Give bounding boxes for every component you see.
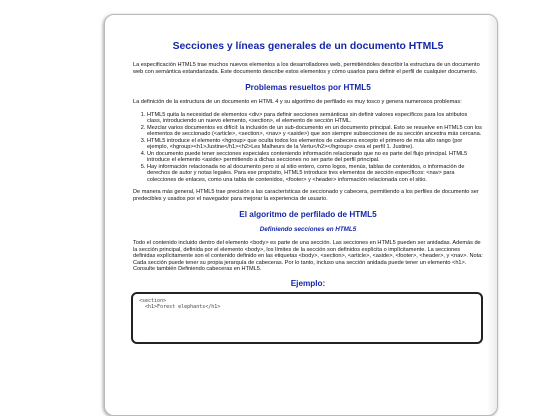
example-heading: Ejemplo: <box>290 278 326 288</box>
document-content <box>105 15 497 344</box>
page-title: Secciones y líneas generales de un documento HTML5 <box>172 41 444 52</box>
problems-list <box>133 112 483 184</box>
problem-item: 3. HTML5 introduce el elemento <hgroup> que oculta todos los elementos de cabecera excepto el primero de más alto rango (por ejemplo, <hgroup><h1>Justine</h1><h2>Les Malheurs de la Vertu</h2></hgroup> crea el perfil 1. Justine). <box>147 138 483 151</box>
problems-heading: Problemas resueltos por HTML5 <box>245 83 371 92</box>
algorithm-heading: El algoritmo de perfilado de HTML5 <box>239 210 377 219</box>
problem-item: 2. Mezclar varios documentos es difícil: la inclusión de un sub-documento en un documento principal. Esto se resuelve en HTML5 con los elementos de seccionado (<article>, <section>, <nav> y <aside>) que son siempre subsecciones de su sección ancestra más cercana. <box>147 125 483 138</box>
problem-item: 4. Un documento puede tener secciones especiales conteniendo información relacionado que no es parte del flujo principal. HTML5 introduce el elemento <aside> permitiendo a dichas secciones no ser parte del perfil principal. <box>147 151 483 164</box>
problem-item: 1. HTML5 quita la necesidad de elementos <div> para definir secciones semánticas sin definir valores específicos para los atributos class, introduciendo un nuevo elemento, <section>, el elemento de sección HTML. <box>147 112 483 125</box>
code-example-box <box>131 292 483 344</box>
code-snippet: <section> <h1>Forest elephants</h1> <box>139 297 221 310</box>
algorithm-paragraph: Todo el contenido incluido dentro del elemento <body> es parte de una sección. Las secciones en HTML5 pueden ser anidadas. Además de la sección principal, definida por el elemento <body>, los límites de la sección son definidos explícita o implícitamente. La secciones definidas explícitamente son el contenido definido en las etiquetas <body>, <section>, <article>, <aside>, <footer>, <header>, y <nav>. Nota: Cada sección puede tener su propia jerarquía de cabeceras. Por lo tanto, incluso una sección anidada puede tener un elemento <h1>. Consulte también Definiendo cabeceras en HTML5. <box>133 240 483 272</box>
algorithm-subheading: Definiendo secciones en HTML5 <box>259 226 357 233</box>
document-page <box>104 14 498 416</box>
problem-item: 5. Hay información relacionada no al documento pero si al sitio entero, como logos, menús, tablas de contenidos, o información de derechos de autor y notas legales. Para ese propósito, HTML5 introduce tres elementos de sección específicos: <nav> para colecciones de enlaces, como una tabla de contenidos, <footer> y <header> información relacionada con el sitio. <box>147 164 483 184</box>
intro-paragraph: La especificación HTML5 trae muchos nuevos elementos a los desarrolladores web, permitiéndoles describir la estructura de un documento web con semántica estandarizada. Este documento describe estos elementos y cómo usarlos para definir el perfil de cualquier documento. <box>133 62 480 75</box>
problems-lead: La definición de la estructura de un documento en HTML 4 y su algoritmo de perfilado es muy tosco y genera numerosos problemas: <box>133 99 462 105</box>
problems-closing: De manera más general, HTML5 trae precisión a las características de seccionado y cabecera, permitiendo a los perfiles de documento ser predecibles y usados por el navegador para mejorar la experiencia de usuario. <box>133 189 479 202</box>
